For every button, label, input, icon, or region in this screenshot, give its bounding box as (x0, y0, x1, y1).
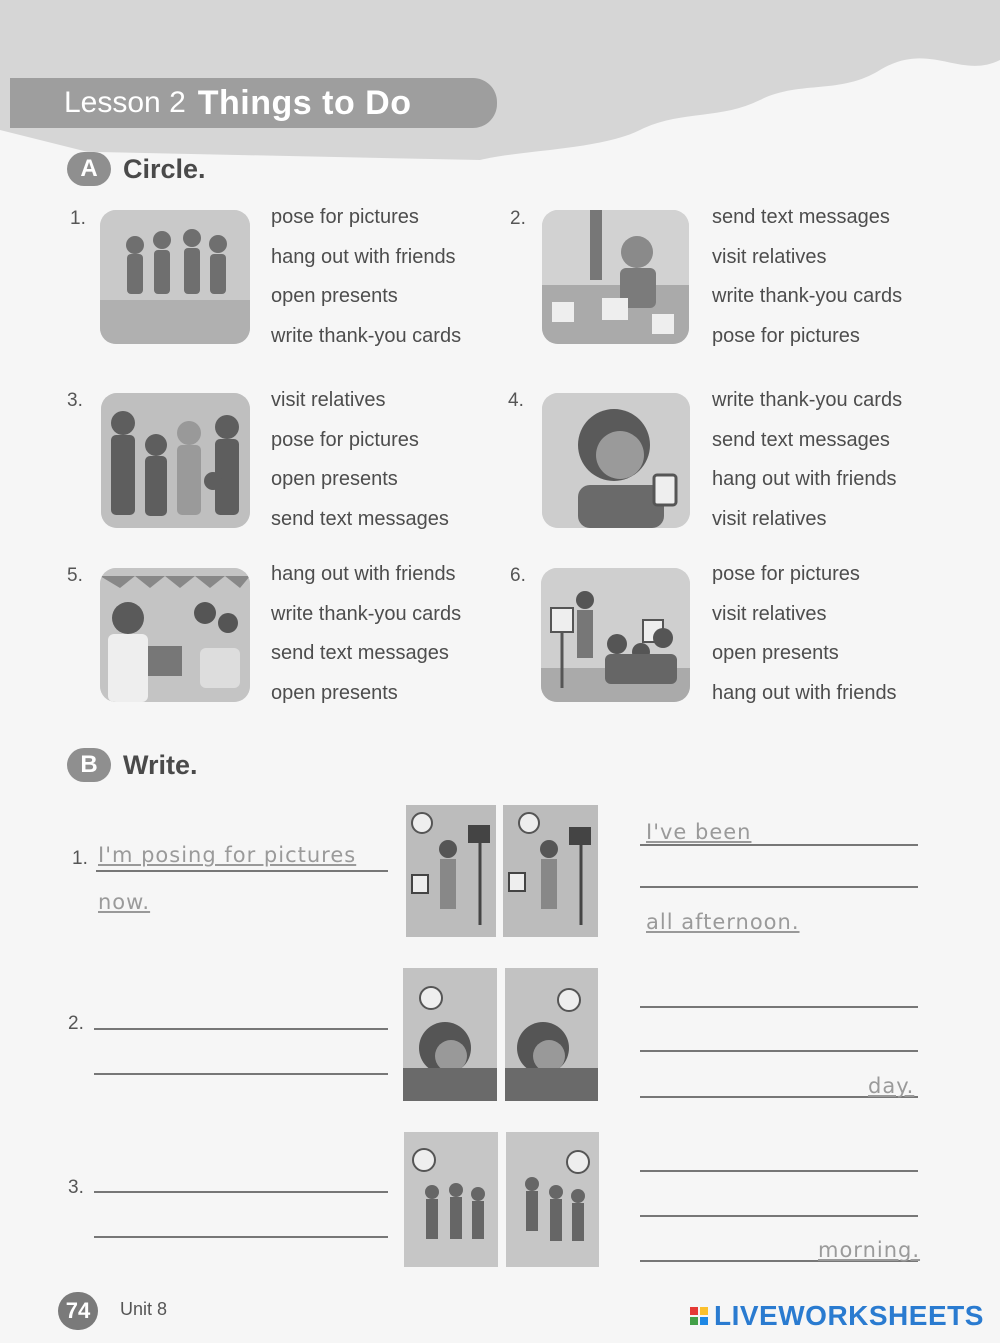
write-item-3-right-line-2-rule[interactable] (640, 1215, 918, 1217)
write-item-1-line-1[interactable] (96, 870, 388, 872)
option-item-2-d[interactable]: pose for pictures (712, 324, 860, 347)
write-item-1-right-line-3: all afternoon. (646, 910, 800, 934)
section-a-heading (67, 152, 206, 186)
option-item-6-d[interactable]: hang out with friends (712, 681, 897, 704)
circle-item-5-options (271, 555, 461, 713)
write-item-3-line-2[interactable] (94, 1236, 388, 1238)
option-item-3-c[interactable]: open presents (271, 468, 398, 490)
write-item-3-picture-a (404, 1132, 498, 1267)
circle-item-6-number: 6. (510, 565, 526, 586)
circle-item-1-picture (100, 210, 250, 344)
circle-item-4-picture (542, 393, 690, 528)
option-item-2-b[interactable]: visit relatives (712, 245, 827, 268)
write-item-2-line-1[interactable] (94, 1028, 388, 1030)
option-item-2-c[interactable]: write thank-you cards (712, 285, 903, 307)
write-item-3-picture-b (506, 1132, 599, 1267)
option-item-4-a[interactable]: write thank-you cards (712, 389, 903, 411)
write-item-2-number: 2. (68, 1013, 84, 1034)
circle-item-4-number: 4. (508, 390, 524, 411)
circle-item-6-picture (541, 568, 690, 702)
liveworksheets-logo-icon (690, 1307, 708, 1325)
option-item-3-b[interactable]: pose for pictures (271, 428, 419, 451)
write-item-3-number: 3. (68, 1177, 84, 1198)
lesson-banner (10, 78, 497, 128)
circle-item-2-number: 2. (510, 208, 526, 229)
page-number: 74 (58, 1292, 98, 1330)
option-item-1-c[interactable]: open presents (271, 285, 398, 307)
write-item-1-right-line-1: I've been (646, 820, 752, 844)
write-item-2-right-line-2-rule[interactable] (640, 1050, 918, 1052)
write-item-2-right-line-1-rule[interactable] (640, 1006, 918, 1008)
option-item-6-c[interactable]: open presents (712, 642, 839, 664)
write-item-2-picture-b (505, 968, 598, 1101)
option-item-1-a[interactable]: pose for pictures (271, 206, 419, 228)
option-item-6-a[interactable]: pose for pictures (712, 563, 860, 585)
write-item-1-picture-a (406, 805, 496, 937)
circle-item-2-picture (542, 210, 689, 344)
option-item-3-a[interactable]: visit relatives (271, 389, 386, 411)
liveworksheets-brand (690, 1300, 984, 1332)
circle-item-1-number: 1. (70, 208, 86, 229)
option-item-5-d[interactable]: open presents (271, 681, 398, 704)
option-item-4-c[interactable]: hang out with friends (712, 468, 897, 490)
lesson-number: Lesson 2 (64, 86, 186, 119)
circle-item-6-options (712, 555, 897, 713)
option-item-4-d[interactable]: visit relatives (712, 507, 827, 530)
option-item-5-b[interactable]: write thank-you cards (271, 602, 462, 625)
circle-item-2-options (712, 198, 902, 356)
section-b-title: Write. (123, 749, 198, 780)
circle-item-1-options (271, 198, 461, 356)
option-item-1-b[interactable]: hang out with friends (271, 245, 456, 268)
write-item-1-right-line-1-rule[interactable] (640, 844, 918, 846)
unit-label: Unit 8 (120, 1299, 168, 1319)
write-item-1-left-line-1: I'm posing for pictures (98, 843, 357, 867)
option-item-5-a[interactable]: hang out with friends (271, 563, 456, 585)
section-b-heading (67, 748, 198, 782)
write-item-2-right-end: day. (868, 1074, 915, 1098)
section-b-badge: B (67, 748, 111, 782)
write-item-2-picture-a (403, 968, 497, 1101)
write-item-3-line-1[interactable] (94, 1191, 388, 1193)
circle-item-5-picture (100, 568, 250, 702)
circle-item-3-number: 3. (67, 390, 83, 411)
option-item-3-d[interactable]: send text messages (271, 507, 449, 530)
option-item-4-b[interactable]: send text messages (712, 428, 890, 451)
circle-item-3-picture (101, 393, 250, 528)
lesson-title: Things to Do (197, 83, 412, 122)
write-item-1-right-line-2-rule[interactable] (640, 886, 918, 888)
section-a-title: Circle. (123, 153, 206, 184)
option-item-5-c[interactable]: send text messages (271, 642, 449, 664)
circle-item-4-options (712, 381, 902, 539)
write-item-1-number: 1. (72, 848, 88, 869)
write-item-1-left-line-2: now. (98, 890, 151, 914)
option-item-1-d[interactable]: write thank-you cards (271, 324, 462, 347)
write-item-3-right-end: morning. (818, 1238, 921, 1262)
option-item-6-b[interactable]: visit relatives (712, 602, 827, 625)
circle-item-3-options (271, 381, 449, 539)
circle-item-5-number: 5. (67, 565, 83, 586)
brand-text: LIVEWORKSHEETS (714, 1300, 984, 1331)
option-item-2-a[interactable]: send text messages (712, 206, 890, 228)
write-item-1-picture-b (503, 805, 598, 937)
section-a-badge: A (67, 152, 111, 186)
write-item-3-right-line-1-rule[interactable] (640, 1170, 918, 1172)
write-item-2-line-2[interactable] (94, 1073, 388, 1075)
